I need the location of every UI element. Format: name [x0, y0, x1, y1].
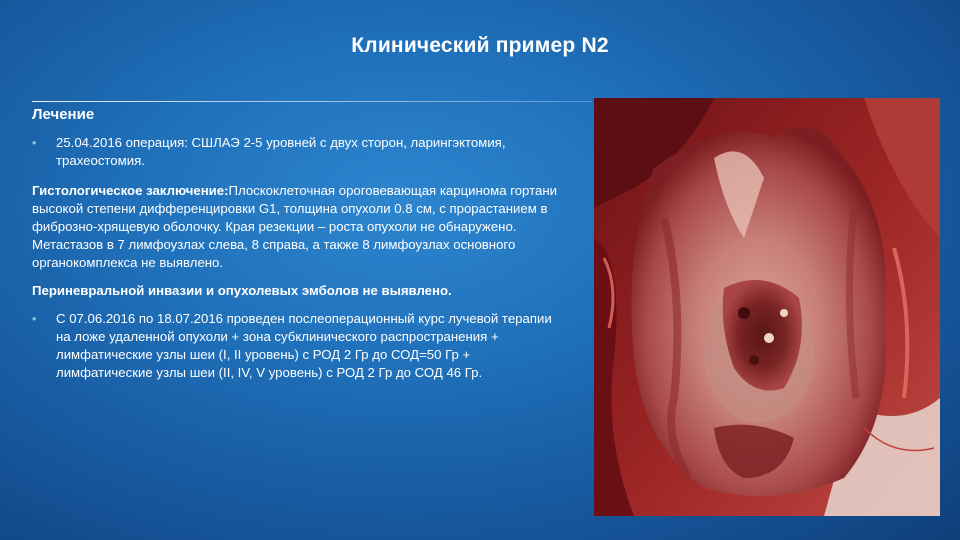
bullet-marker: •: [32, 136, 37, 150]
title-divider: [32, 101, 592, 102]
histology-label: Гистологическое заключение:: [32, 183, 229, 198]
histology-text: Плоскоклеточная ороговевающая карцинома гортани высокой степени дифференцировки G1, толщина опухоли 0.8 см, с прорастанием в фиброзно-хрящевую оболочку. Края резекции – роста опухоли не обнаружено. Метастазов в 7 лимфоузлах слева, 8 справа, а также 8 лимфоузлах основного органокомплекса не выявлено.: [32, 183, 557, 270]
bullet-item: [32, 134, 562, 170]
slide-title: Клинический пример N2: [351, 34, 609, 57]
section-heading: Лечение: [32, 106, 95, 123]
bullet-item: [32, 310, 562, 382]
text-column: [32, 106, 562, 394]
histology-paragraph: [32, 182, 562, 272]
bullet-text-surgery: 25.04.2016 операция: СШЛАЭ 2-5 уровней с двух сторон, ларингэктомия, трахеостомия.: [56, 135, 506, 168]
perineural-statement: Периневральной инвазии и опухолевых эмболов не выявлено.: [32, 283, 452, 298]
specimen-image: [594, 98, 940, 516]
bullet-text-radiotherapy: С 07.06.2016 по 18.07.2016 проведен послеоперационный курс лучевой терапии на ложе удаленной опухоли + зона субклинического распространения + лимфатические узлы шеи (I, II уровень) с РОД 2 Гр до СОД=50 Гр + лимфатические узлы шеи (II, IV, V уровень) с РОД 2 Гр до СОД 46 Гр.: [56, 311, 552, 380]
surgical-specimen-photo: [594, 98, 940, 516]
bullet-marker: •: [32, 312, 37, 326]
